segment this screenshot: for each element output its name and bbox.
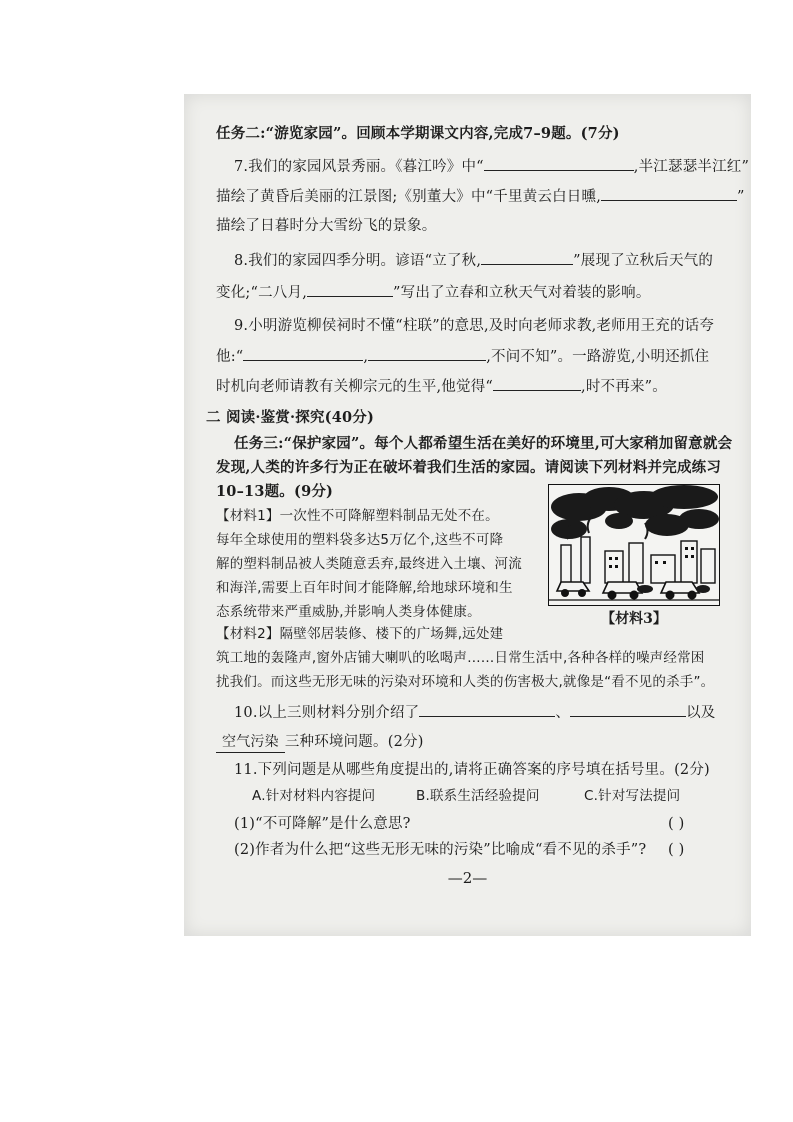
material1-text1: 一次性不可降解塑料制品无处不在。 [279, 508, 499, 524]
material1-line4: 和海洋,需要上百年时间才能降解,给地球环境和生 [216, 580, 513, 596]
material2-line3: 扰我们。而这些无形无味的污染对环境和人类的伤害极大,就像是“看不见的杀手”。 [216, 674, 715, 690]
material2-line1 [216, 624, 503, 644]
material2-label: 【材料2】 [216, 626, 280, 642]
q8-line1 [234, 250, 713, 271]
q8-text-d: ”写出了立春和立秋天气对着装的影响。 [393, 285, 651, 301]
task3-line2: 发现,人类的许多行为正在破坏着我们生活的家园。请阅读下列材料并完成练习 [216, 459, 722, 476]
material2-text1: 隔壁邻居装修、楼下的广场舞,远处建 [279, 626, 504, 642]
q8-blank2[interactable] [307, 282, 393, 297]
q8-text-c: 变化;“二八月, [216, 285, 308, 301]
q7-text-c: 描绘了黄昏后美丽的江景图;《别董大》中“千里黄云白日曛, [216, 189, 602, 205]
q8-text-b: ”展现了立秋后天气的 [573, 253, 714, 269]
q9-line2 [216, 346, 709, 367]
q9-text-d: ,不问不知”。一路游览,小明还抓住 [486, 349, 710, 365]
q11-option-b: B.联系生活经验提问 [416, 788, 540, 804]
q11-option-a: A.针对材料内容提问 [252, 788, 376, 804]
q10-text-b: 、 [555, 705, 571, 721]
pollution-illustration-svg [549, 485, 719, 605]
q10-line1 [234, 702, 715, 723]
q9-line1: 9.小明游览柳侯祠时不懂“柱联”的意思,及时向老师求教,老师用王充的话夸 [234, 318, 715, 334]
q9-text-b: 他:“ [216, 349, 244, 365]
q7-text-a: 7.我们的家园风景秀丽。《暮江吟》中“ [234, 159, 484, 175]
q11-title: 11.下列问题是从哪些角度提出的,请将正确答案的序号填在括号里。(2分) [234, 762, 710, 778]
q7-blank1[interactable] [484, 156, 634, 171]
material1-line3: 解的塑料制品被人类随意丢弃,最终进入土壤、河流 [216, 556, 522, 572]
material1-line2: 每年全球使用的塑料袋多达5万亿个,这些不可降 [216, 532, 504, 548]
page-number: —2— [447, 869, 488, 887]
q11-sub1: (1)“不可降解”是什么意思? [234, 816, 411, 832]
q11-option-c: C.针对写法提问 [584, 788, 681, 804]
q10-line2 [216, 732, 424, 753]
q7-text-b: ,半江瑟瑟半江红” [633, 159, 750, 175]
material2-line2: 筑工地的轰隆声,窗外店铺大喇叭的吆喝声……日常生活中,各种各样的噪声经常困 [216, 650, 705, 666]
task3-line3: 10–13题。(9分) [216, 483, 334, 500]
q10-text-c: 以及 [686, 705, 716, 721]
material3-caption: 【材料3】 [601, 611, 667, 627]
q11-sub2: (2)作者为什么把“这些无形无味的污染”比喻成“看不见的杀手”? [234, 842, 647, 858]
q9-blank2[interactable] [368, 346, 486, 361]
q7-line3: 描绘了日暮时分大雪纷飞的景象。 [216, 218, 437, 234]
material1-label: 【材料1】 [216, 508, 280, 524]
q10-blank1[interactable] [419, 702, 555, 717]
q10-text-d: 三种环境问题。(2分) [284, 734, 424, 750]
q9-line3 [216, 376, 667, 397]
q7-line2 [216, 186, 745, 207]
q7-line1 [234, 156, 749, 177]
material1-line5: 态系统带来严重威胁,并影响人类身体健康。 [216, 604, 481, 620]
section2-title: 二 阅读·鉴赏·探究(40分) [206, 409, 375, 426]
q7-blank2[interactable] [601, 186, 737, 201]
q10-answer[interactable]: 空气污染 [216, 732, 285, 753]
exam-page [184, 94, 751, 936]
q7-text-d: ” [737, 189, 745, 205]
task3-line1: 任务三:“保护家园”。每个人都希望生活在美好的环境里,可大家稍加留意就会 [234, 435, 733, 452]
q8-blank1[interactable] [481, 250, 573, 265]
q9-text-c: , [363, 349, 369, 365]
q8-text-a: 8.我们的家园四季分明。谚语“立了秋, [234, 253, 482, 269]
q9-text-e: 时机向老师请教有关柳宗元的生平,他觉得“ [216, 379, 494, 395]
material1-line1 [216, 506, 499, 526]
q9-text-f: ,时不再来”。 [581, 379, 667, 395]
q9-blank1[interactable] [243, 346, 363, 361]
q10-blank2[interactable] [570, 702, 686, 717]
q8-line2 [216, 282, 651, 303]
q11-sub2-answer[interactable]: ( ) [668, 842, 685, 858]
q11-sub1-answer[interactable]: ( ) [668, 816, 685, 832]
pollution-illustration [548, 484, 720, 606]
q10-text-a: 10.以上三则材料分别介绍了 [234, 705, 420, 721]
task2-title: 任务二:“游览家园”。回顾本学期课文内容,完成7–9题。(7分) [216, 125, 620, 142]
q9-blank3[interactable] [493, 376, 581, 391]
